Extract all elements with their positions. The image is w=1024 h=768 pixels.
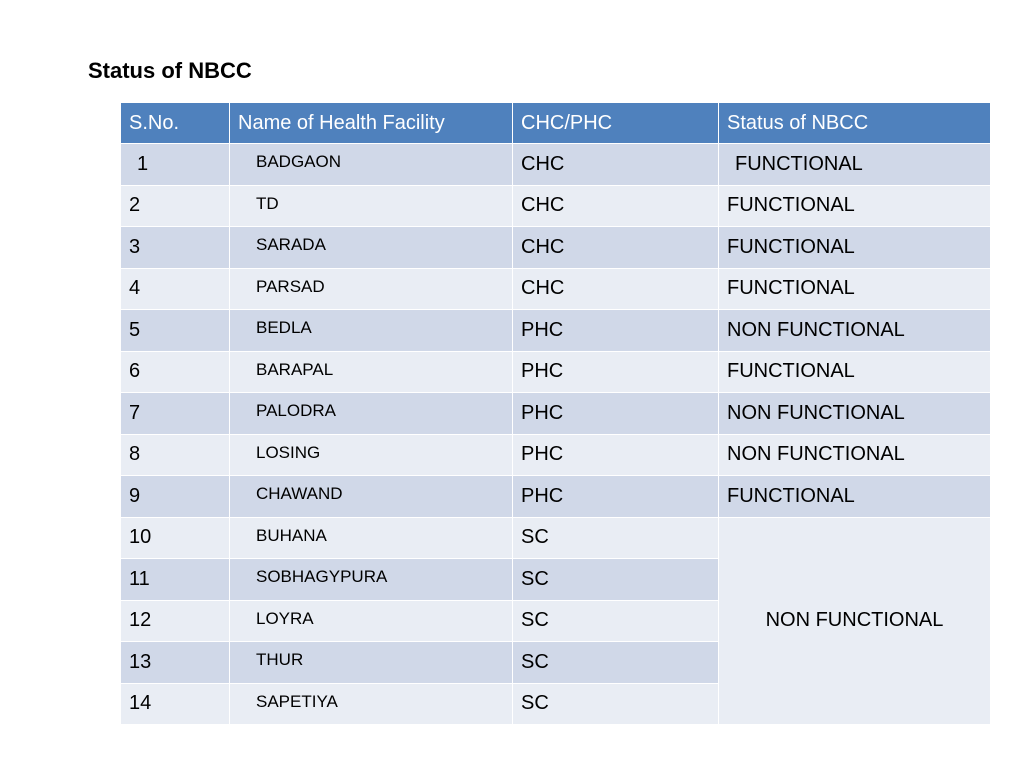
cell-status: FUNCTIONAL	[719, 227, 991, 269]
cell-status: FUNCTIONAL	[719, 185, 991, 227]
cell-sno: 14	[121, 683, 230, 725]
cell-type: PHC	[513, 476, 719, 518]
cell-type: CHC	[513, 227, 719, 269]
cell-sno: 4	[121, 268, 230, 310]
cell-type: SC	[513, 642, 719, 684]
table-row	[121, 268, 991, 310]
header-type: CHC/PHC	[513, 103, 719, 144]
cell-status: NON FUNCTIONAL	[719, 434, 991, 476]
table-row	[121, 185, 991, 227]
cell-sno: 11	[121, 559, 230, 601]
cell-type: PHC	[513, 393, 719, 435]
table-row	[121, 393, 991, 435]
cell-facility: TD	[230, 185, 513, 227]
cell-facility: BARAPAL	[230, 351, 513, 393]
cell-type: CHC	[513, 185, 719, 227]
cell-type: CHC	[513, 144, 719, 186]
cell-status: FUNCTIONAL	[719, 476, 991, 518]
table-row	[121, 144, 991, 186]
table-row	[121, 517, 991, 559]
header-facility: Name of Health Facility	[230, 103, 513, 144]
cell-sno: 1	[121, 144, 230, 186]
table-row	[121, 227, 991, 269]
cell-sno: 6	[121, 351, 230, 393]
cell-status: NON FUNCTIONAL	[719, 310, 991, 352]
cell-status-merged: NON FUNCTIONAL	[719, 517, 991, 725]
cell-status: FUNCTIONAL	[719, 144, 991, 186]
cell-facility: PARSAD	[230, 268, 513, 310]
cell-sno: 2	[121, 185, 230, 227]
cell-type: PHC	[513, 310, 719, 352]
cell-facility: SOBHAGYPURA	[230, 559, 513, 601]
cell-type: SC	[513, 517, 719, 559]
cell-facility: LOSING	[230, 434, 513, 476]
cell-sno: 9	[121, 476, 230, 518]
cell-facility: PALODRA	[230, 393, 513, 435]
table-header-row	[121, 103, 991, 144]
cell-status: FUNCTIONAL	[719, 268, 991, 310]
cell-facility: BEDLA	[230, 310, 513, 352]
cell-sno: 13	[121, 642, 230, 684]
cell-type: SC	[513, 559, 719, 601]
header-status: Status of NBCC	[719, 103, 991, 144]
cell-sno: 12	[121, 600, 230, 642]
cell-type: PHC	[513, 434, 719, 476]
cell-status: FUNCTIONAL	[719, 351, 991, 393]
cell-facility: CHAWAND	[230, 476, 513, 518]
cell-facility: BUHANA	[230, 517, 513, 559]
cell-sno: 7	[121, 393, 230, 435]
page-title: Status of NBCC	[88, 58, 252, 83]
cell-type: SC	[513, 600, 719, 642]
table-row	[121, 434, 991, 476]
cell-type: CHC	[513, 268, 719, 310]
cell-facility: BADGAON	[230, 144, 513, 186]
cell-sno: 10	[121, 517, 230, 559]
cell-sno: 5	[121, 310, 230, 352]
cell-status: NON FUNCTIONAL	[719, 393, 991, 435]
cell-facility: THUR	[230, 642, 513, 684]
cell-facility: SARADA	[230, 227, 513, 269]
table-row	[121, 351, 991, 393]
table-row	[121, 476, 991, 518]
cell-sno: 3	[121, 227, 230, 269]
header-sno: S.No.	[121, 103, 230, 144]
cell-sno: 8	[121, 434, 230, 476]
nbcc-status-table	[120, 102, 991, 725]
cell-type: SC	[513, 683, 719, 725]
cell-facility: LOYRA	[230, 600, 513, 642]
cell-type: PHC	[513, 351, 719, 393]
table-row	[121, 310, 991, 352]
cell-facility: SAPETIYA	[230, 683, 513, 725]
